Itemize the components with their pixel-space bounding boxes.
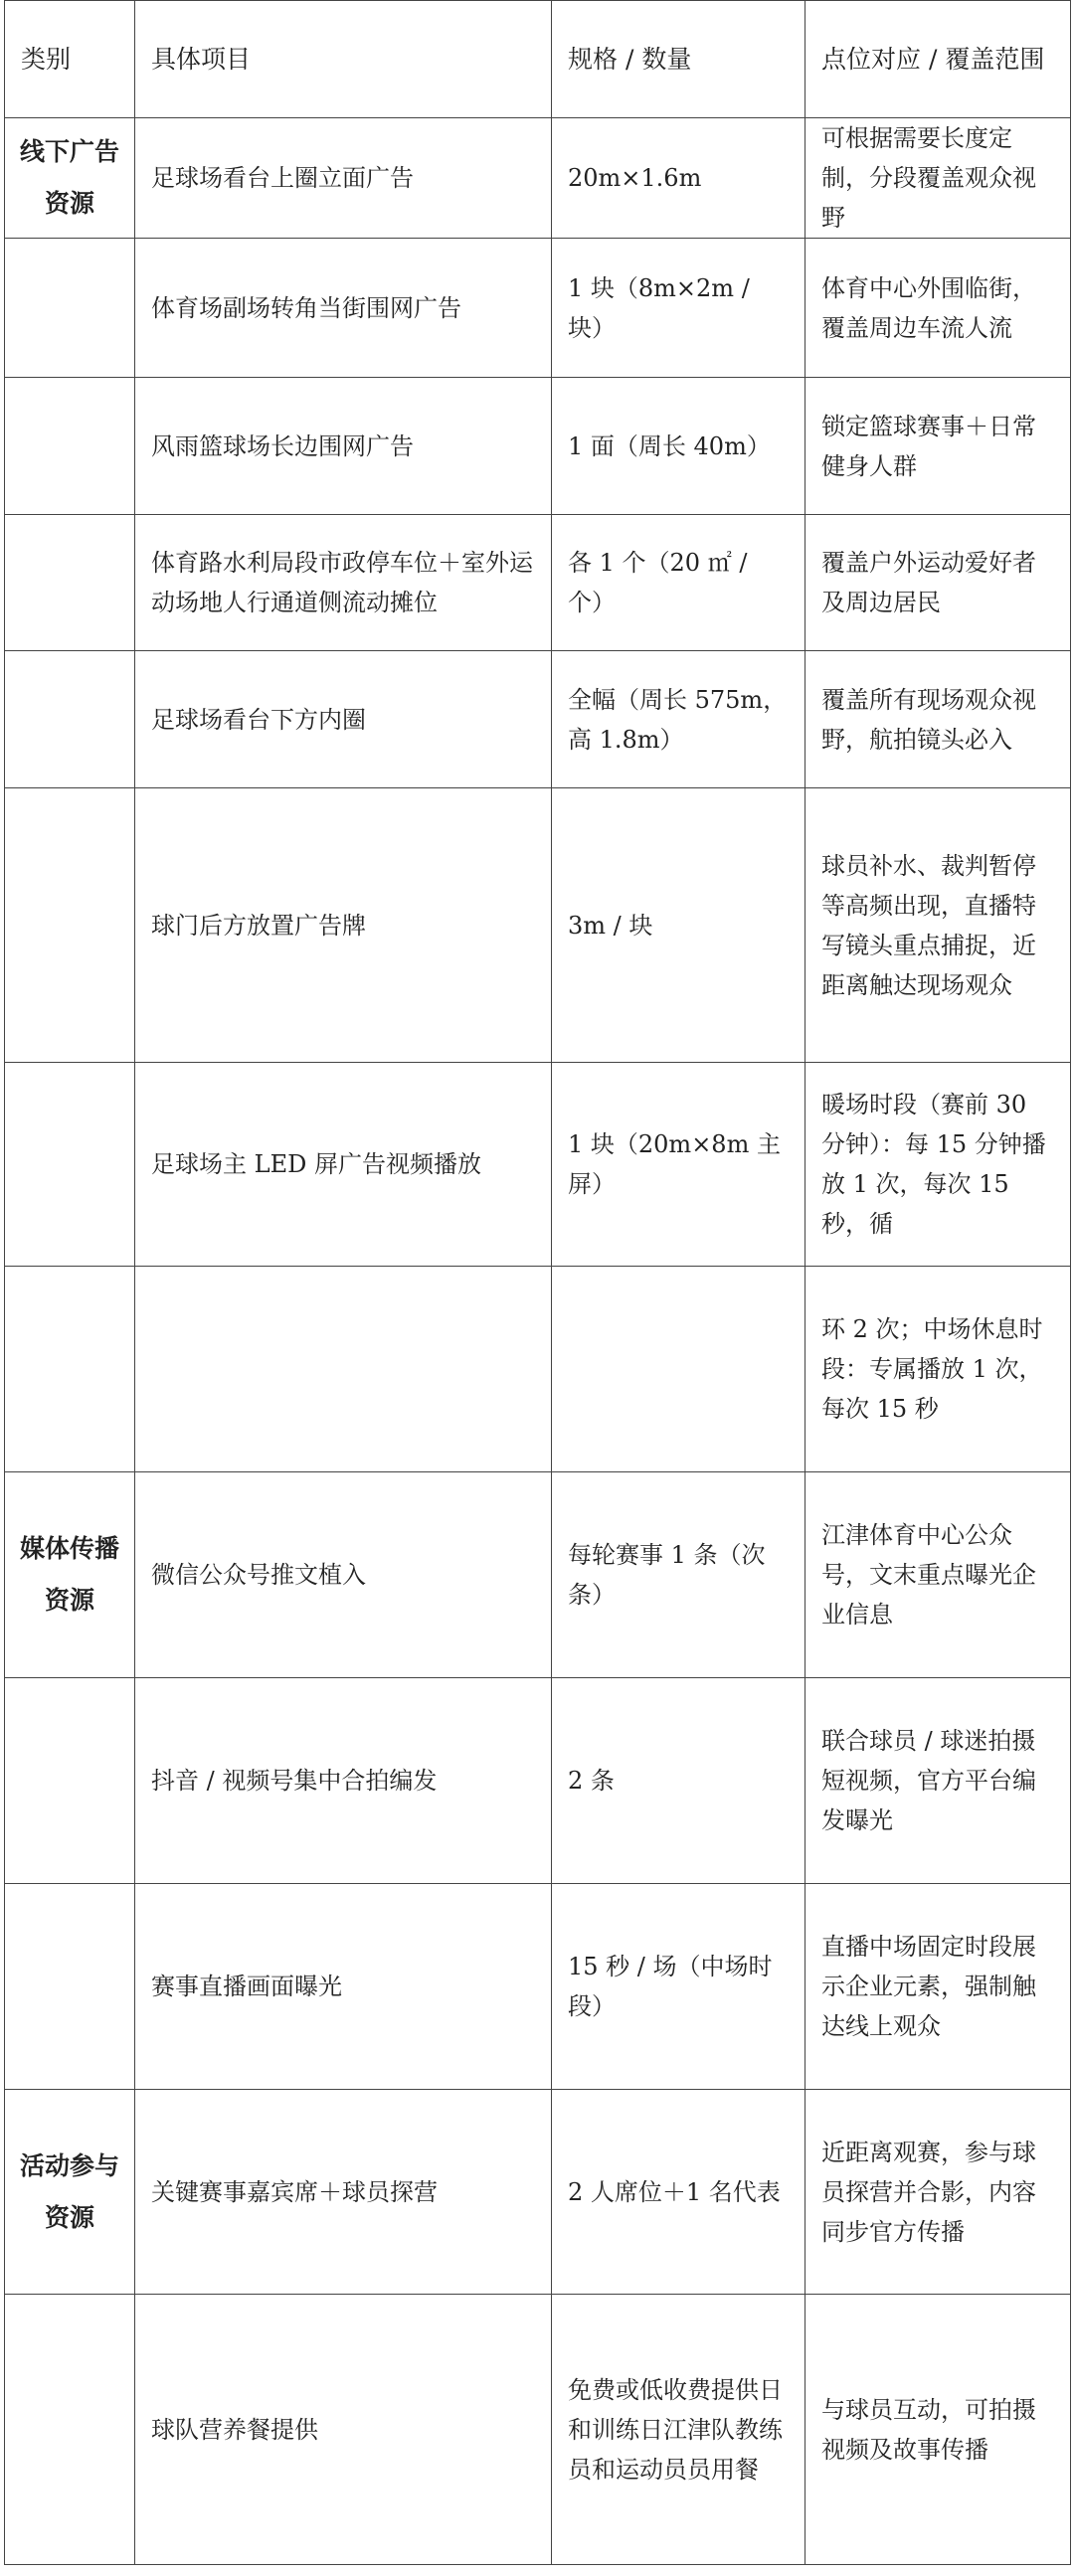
row-spec: 1 块（20m×8m 主屏） [552, 1063, 806, 1267]
row-category [5, 1678, 135, 1884]
row-coverage: 锁定篮球赛事＋日常健身人群 [806, 378, 1071, 515]
table-row [5, 1063, 1071, 1267]
row-category: 媒体传播资源 [5, 1472, 135, 1678]
row-item: 微信公众号推文植入 [135, 1472, 552, 1678]
row-spec: 3m / 块 [552, 788, 806, 1063]
table-row [5, 515, 1071, 651]
row-category [5, 378, 135, 515]
row-item: 球门后方放置广告牌 [135, 788, 552, 1063]
table-row [5, 1678, 1071, 1884]
row-category: 活动参与资源 [5, 2090, 135, 2295]
table-row [5, 1472, 1071, 1678]
row-item: 足球场看台上圈立面广告 [135, 118, 552, 239]
row-coverage: 与球员互动，可拍摄视频及故事传播 [806, 2295, 1071, 2565]
table-header-row [5, 1, 1071, 118]
row-category [5, 1267, 135, 1472]
row-category [5, 651, 135, 788]
row-item: 足球场主 LED 屏广告视频播放 [135, 1063, 552, 1267]
row-spec: 2 人席位＋1 名代表 [552, 2090, 806, 2295]
row-category [5, 515, 135, 651]
row-coverage: 覆盖所有现场观众视野，航拍镜头必入 [806, 651, 1071, 788]
row-category [5, 1063, 135, 1267]
row-coverage: 近距离观赛，参与球员探营并合影，内容同步官方传播 [806, 2090, 1071, 2295]
row-category: 线下广告资源 [5, 118, 135, 239]
table-row [5, 378, 1071, 515]
row-category [5, 788, 135, 1063]
row-spec: 各 1 个（20 ㎡ / 个） [552, 515, 806, 651]
header-spec: 规格 / 数量 [552, 1, 806, 118]
row-spec: 1 面（周长 40m） [552, 378, 806, 515]
row-spec [552, 1267, 806, 1472]
row-coverage: 暖场时段（赛前 30 分钟）：每 15 分钟播放 1 次，每次 15 秒，循 [806, 1063, 1071, 1267]
row-category [5, 239, 135, 378]
row-category [5, 2295, 135, 2565]
row-item: 风雨篮球场长边围网广告 [135, 378, 552, 515]
row-coverage: 覆盖户外运动爱好者及周边居民 [806, 515, 1071, 651]
header-category: 类别 [5, 1, 135, 118]
table-row [5, 118, 1071, 239]
row-spec: 每轮赛事 1 条（次条） [552, 1472, 806, 1678]
row-spec: 20m×1.6m [552, 118, 806, 239]
row-spec: 1 块（8m×2m / 块） [552, 239, 806, 378]
row-item: 足球场看台下方内圈 [135, 651, 552, 788]
row-coverage: 江津体育中心公众号，文末重点曝光企业信息 [806, 1472, 1071, 1678]
table-row [5, 788, 1071, 1063]
row-coverage: 可根据需要长度定制，分段覆盖观众视野 [806, 118, 1071, 239]
row-spec: 全幅（周长 575m，高 1.8m） [552, 651, 806, 788]
row-coverage: 环 2 次；中场休息时段：专属播放 1 次，每次 15 秒 [806, 1267, 1071, 1472]
row-coverage: 球员补水、裁判暂停等高频出现，直播特写镜头重点捕捉，近距离触达现场观众 [806, 788, 1071, 1063]
row-coverage: 联合球员 / 球迷拍摄短视频，官方平台编发曝光 [806, 1678, 1071, 1884]
table-row [5, 1884, 1071, 2090]
table-row [5, 2090, 1071, 2295]
row-item [135, 1267, 552, 1472]
table-row [5, 239, 1071, 378]
table-row [5, 1267, 1071, 1472]
row-item: 赛事直播画面曝光 [135, 1884, 552, 2090]
header-coverage: 点位对应 / 覆盖范围 [806, 1, 1071, 118]
row-item: 关键赛事嘉宾席＋球员探营 [135, 2090, 552, 2295]
table-row [5, 651, 1071, 788]
row-coverage: 体育中心外围临街，覆盖周边车流人流 [806, 239, 1071, 378]
row-item: 体育路水利局段市政停车位＋室外运动场地人行通道侧流动摊位 [135, 515, 552, 651]
row-category [5, 1884, 135, 2090]
row-item: 体育场副场转角当街围网广告 [135, 239, 552, 378]
resource-table [4, 0, 1071, 2565]
row-spec: 2 条 [552, 1678, 806, 1884]
row-spec: 15 秒 / 场（中场时段） [552, 1884, 806, 2090]
row-item: 抖音 / 视频号集中合拍编发 [135, 1678, 552, 1884]
header-item: 具体项目 [135, 1, 552, 118]
row-spec: 免费或低收费提供日和训练日江津队教练员和运动员员用餐 [552, 2295, 806, 2565]
table-row [5, 2295, 1071, 2565]
row-item: 球队营养餐提供 [135, 2295, 552, 2565]
row-coverage: 直播中场固定时段展示企业元素，强制触达线上观众 [806, 1884, 1071, 2090]
